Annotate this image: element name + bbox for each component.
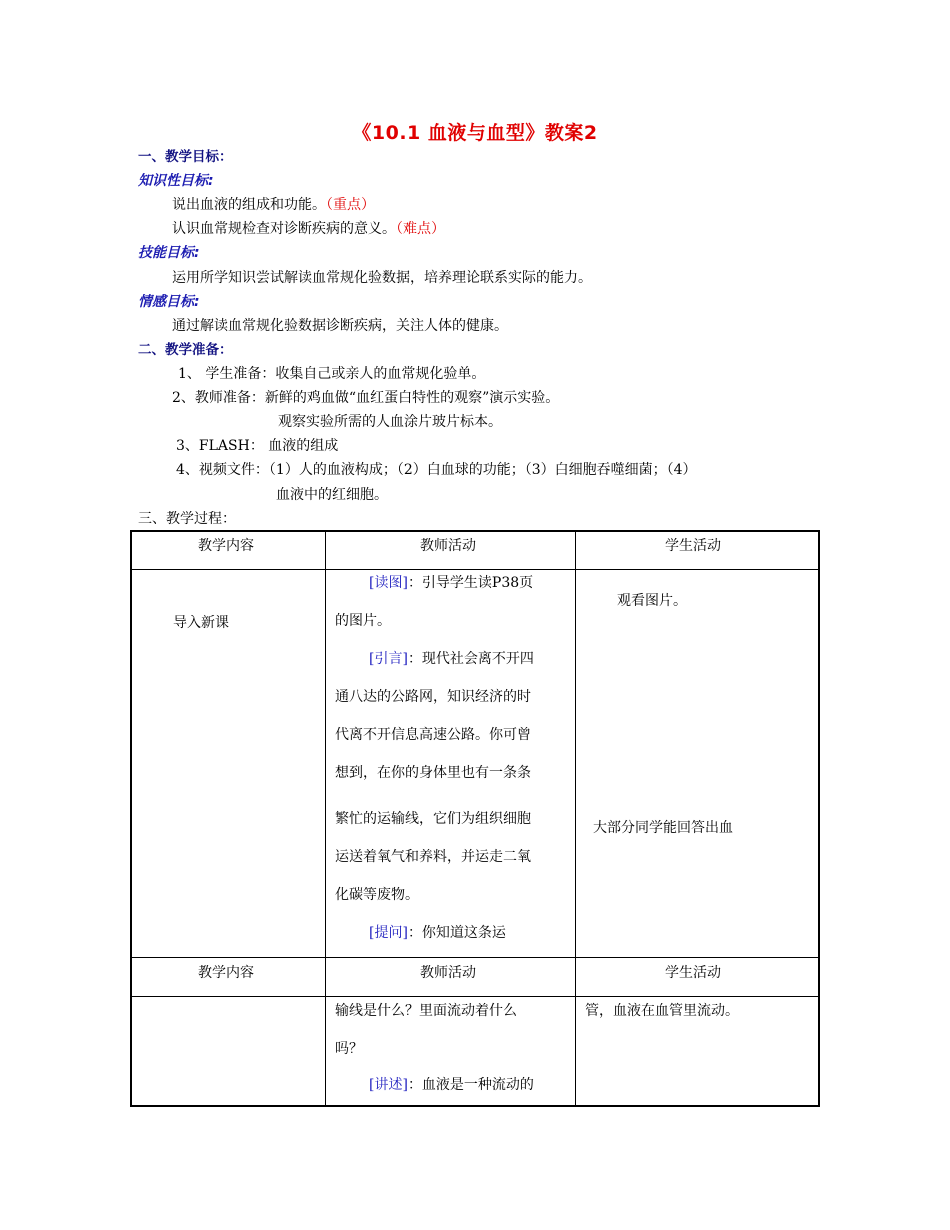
prep-item-1: 1、 学生准备：收集自己或亲人的血常规化验单。 (178, 366, 486, 382)
table-header-teacher-2: 教师活动 (420, 965, 476, 981)
section-2-heading: 二、教学准备： (138, 342, 233, 358)
table-border-h1 (130, 569, 820, 570)
emotion-goal-1: 通过解读血常规化验数据诊断疾病，关注人体的健康。 (172, 318, 508, 334)
row1-student-2: 大部分同学能回答出血 (593, 820, 733, 836)
table-header-teacher: 教师活动 (420, 538, 476, 554)
table-header-content-2: 教学内容 (198, 965, 254, 981)
table-border-bottom (130, 1105, 820, 1107)
document-title: 《10.1 血液与血型》教案2 (352, 122, 598, 144)
table-border-v2 (575, 530, 576, 1107)
lecture-tag: [讲述] (369, 1077, 408, 1093)
row1-teacher-line-3 (369, 650, 534, 668)
knowledge-goal-1-text: 说出血液的组成和功能。 (172, 197, 326, 213)
table-border-right (818, 530, 820, 1107)
table-header-content: 教学内容 (198, 538, 254, 554)
row2-teacher-line-1: 输线是什么？里面流动着什么 (335, 1003, 517, 1019)
difficult-point-tag: （难点） (396, 221, 445, 237)
row1-teacher-line-5: 代离不开信息高速公路。你可曾 (335, 727, 531, 743)
row1-teacher-line-7: 繁忙的运输线，它们为组织细胞 (335, 811, 531, 827)
row1-teacher-line-1 (369, 574, 533, 592)
row1-teacher-text-10: ：你知道这条运 (407, 925, 506, 941)
row2-student-1: 管，血液在血管里流动。 (585, 1003, 739, 1019)
row2-teacher-line-2: 吗？ (335, 1041, 363, 1057)
row1-teacher-text-1: ：引导学生读P38页 (407, 575, 534, 591)
row1-teacher-text-3: ：现代社会离不开四 (407, 651, 534, 667)
section-3-heading: 三、教学过程： (138, 511, 236, 527)
row1-student-1: 观看图片。 (617, 593, 687, 609)
row2-teacher-text-3: ：血液是一种流动的 (407, 1077, 534, 1093)
table-header-student: 学生活动 (665, 538, 721, 554)
prep-item-4: 4、视频文件：（1）人的血液构成；（2）白血球的功能；（3）白细胞吞噬细菌；（4） (176, 462, 697, 478)
emotion-goal-heading: 情感目标: (138, 294, 200, 310)
row2-teacher-line-3 (369, 1076, 534, 1094)
row1-content: 导入新课 (173, 615, 229, 631)
prep-item-4-cont: 血液中的红细胞。 (276, 487, 388, 503)
table-border-left (130, 530, 132, 1107)
read-figure-tag: [读图] (369, 575, 408, 591)
prep-item-2-cont: 观察实验所需的人血涂片玻片标本。 (278, 414, 502, 430)
prep-item-3: 3、FLASH： 血液的组成 (176, 438, 339, 454)
row1-teacher-line-8: 运送着氧气和养料，并运走二氧 (335, 849, 531, 865)
introduction-tag: [引言] (369, 651, 408, 667)
knowledge-goal-2-text: 认识血常规检查对诊断疾病的意义。 (172, 221, 396, 237)
row1-teacher-line-4: 通八达的公路网，知识经济的时 (335, 689, 531, 705)
knowledge-goal-2 (172, 220, 445, 238)
row1-teacher-line-9: 化碳等废物。 (335, 887, 419, 903)
row1-teacher-line-6: 想到，在你的身体里也有一条条 (335, 765, 531, 781)
skill-goal-heading: 技能目标: (138, 245, 200, 261)
table-border-h2 (130, 957, 820, 958)
table-border-top (130, 530, 820, 532)
row1-teacher-line-2: 的图片。 (335, 613, 391, 629)
knowledge-goal-heading: 知识性目标: (138, 173, 214, 189)
table-border-v1 (325, 530, 326, 1107)
knowledge-goal-1 (172, 196, 375, 214)
section-1-heading: 一、教学目标： (138, 149, 233, 165)
key-point-tag: （重点） (326, 197, 375, 213)
prep-item-2: 2、教师准备：新鲜的鸡血做“血红蛋白特性的观察”演示实验。 (172, 390, 560, 406)
question-tag: [提问] (369, 925, 408, 941)
row1-teacher-line-10 (369, 924, 506, 942)
skill-goal-1: 运用所学知识尝试解读血常规化验数据，培养理论联系实际的能力。 (172, 270, 592, 286)
table-header-student-2: 学生活动 (665, 965, 721, 981)
table-border-h3 (130, 996, 820, 997)
